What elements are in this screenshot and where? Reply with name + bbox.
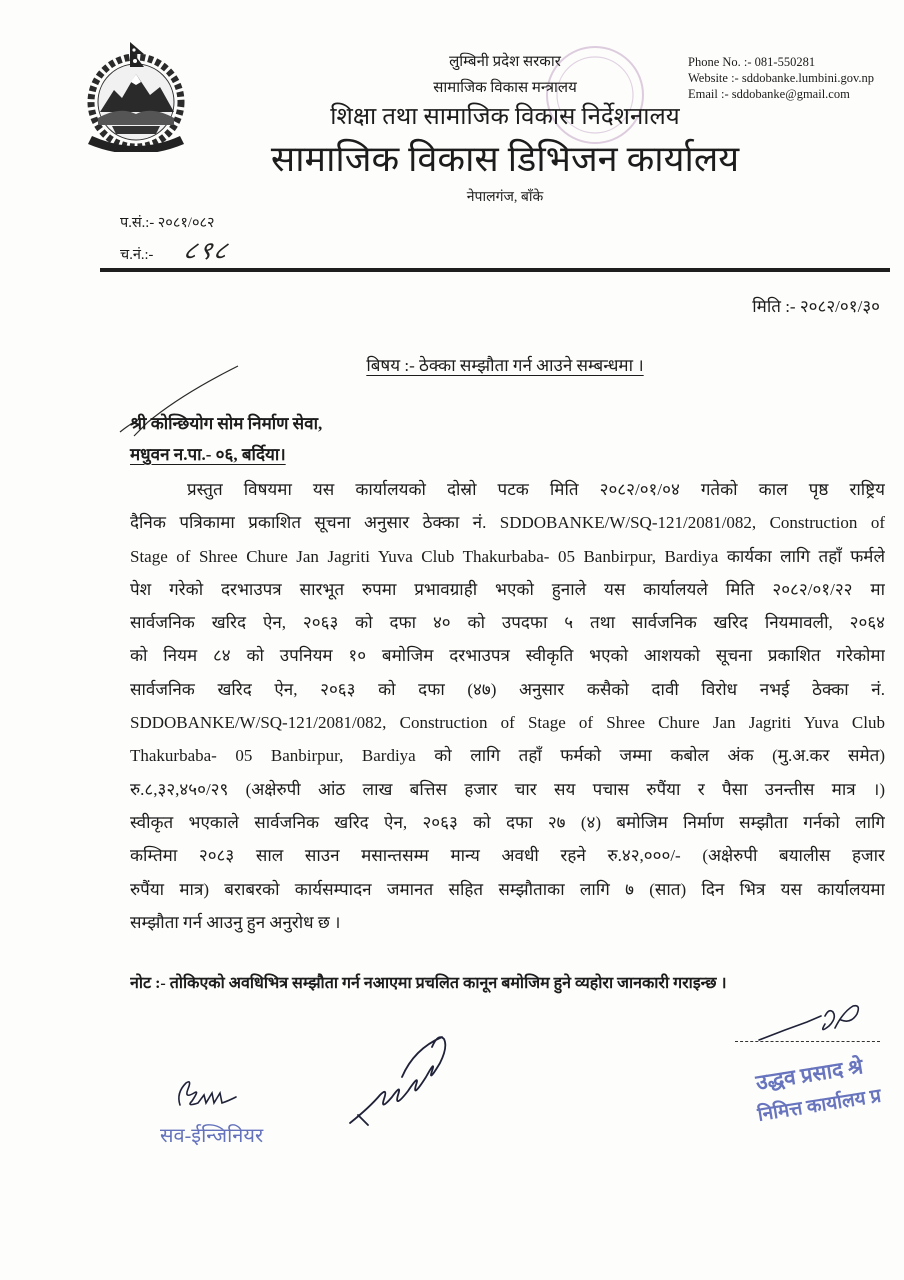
stamp-officer-name: उद्धव प्रसाद श्रे <box>754 1054 865 1095</box>
addressee-name: श्री कोन्छियोग सोम निर्माण सेवा, <box>130 414 323 433</box>
stamp-officer-title: निमित्त कार्यालय प्र <box>756 1085 883 1126</box>
office-chief-signature <box>755 1000 865 1044</box>
body-line: दैनिक पत्रिकामा प्रकाशित सूचना अनुसार ठेक्का नं. SDDOBANKE/W/SQ-121/2081/082, Construction of <box>130 513 885 533</box>
office-location: नेपालगंज, बाँके <box>466 190 544 205</box>
sub-engineer-title: सव-ईन्जिनियर <box>160 1125 264 1147</box>
body-line: SDDOBANKE/W/SQ-121/2081/082, Construction of Stage of Shree Chure Jan Jagriti Yuva Club <box>130 713 885 733</box>
contact-phone: Phone No. :- 081-550281 <box>688 55 816 69</box>
note-text: नोट :- तोकिएको अवधिभित्र सम्झौता गर्न नआएमा प्रचलित कानून बमोजिम हुने व्यहोरा जानकारी गराइन्छ । <box>130 975 727 992</box>
body-line: सार्वजनिक खरिद ऐन, २०६३ को दफा ४० को उपदफा ५ तथा सार्वजनिक खरिद नियमावली, २०६४ <box>130 613 885 633</box>
officer-stamp <box>750 1040 904 1140</box>
subject-line <box>230 354 780 378</box>
directorate-name: शिक्षा तथा सामाजिक विकास निर्देशनालय <box>330 104 680 130</box>
dispatch-number-handwritten: ८९८ <box>181 236 233 265</box>
subject-text: बिषय :- ठेक्का सम्झौता गर्न आउने सम्बन्धमा । <box>366 356 644 375</box>
header-divider <box>100 268 890 272</box>
addressee-address: मधुवन न.पा.- ०६, बर्दिया। <box>130 445 286 464</box>
contact-website: Website :- sddobanke.lumbini.gov.np <box>688 71 875 85</box>
body-line: सार्वजनिक खरिद ऐन, २०६३ को दफा (४७) अनुसार कसैको दावी विरोध नभई ठेक्का नं. <box>130 679 885 699</box>
dispatch-number-label: च.नं.:- <box>120 247 154 263</box>
ministry-name: सामाजिक विकास मन्त्रालय <box>433 80 577 96</box>
body-line: सम्झौता गर्न आउनु हुन अनुरोध छ । <box>130 912 341 932</box>
body-line: को नियम ८४ को उपनियम १० बमोजिम दरभाउपत्र स्वीकृति भएको आशयको सूचना प्रकाशित गरेकोमा <box>130 646 885 666</box>
body-line: प्रस्तुत विषयमा यस कार्यालयको दोस्रो पटक मिति २०८२/०१/०४ गतेको काल पृष्ठ राष्ट्रिय <box>187 480 885 499</box>
letter-date: मिति :- २०८२/०१/३० <box>752 297 880 316</box>
office-name: सामाजिक विकास डिभिजन कार्यालय <box>270 139 740 179</box>
body-line: कम्तिमा २०८३ साल साउन मसान्तसम्म मान्य अवधी रहने रु.४२,०००/- (अक्षेरुपी बयालीस हजार <box>130 846 885 866</box>
nepal-emblem-icon <box>80 40 192 152</box>
letter-number: प.सं.:- २०८१/०८२ <box>120 215 215 231</box>
sub-engineer-signature <box>172 1075 242 1111</box>
body-line: रु.८,३२,४५०/२९ (अक्षेरुपी आंठ लाख बत्तिस हजार चार सय पचास रुपैंया र पैसा उनन्तीस मात्र ।) <box>130 779 885 799</box>
body-line: Stage of Shree Chure Jan Jagriti Yuva Club Thakurbaba- 05 Banbirpur, Bardiya कार्यका लागि तहाँ फर्मले <box>130 546 885 566</box>
approver-signature <box>340 1025 460 1130</box>
contact-email: Email :- sddobanke@gmail.com <box>688 87 850 101</box>
letter-body <box>130 473 885 939</box>
province-name: लुम्बिनी प्रदेश सरकार <box>449 54 561 70</box>
body-line: स्वीकृत भएकाले सार्वजनिक खरिद ऐन, २०६३ को दफा २७ (४) बमोजिम निर्माण सम्झौता गर्नको लागि <box>130 812 885 832</box>
body-line: Thakurbaba- 05 Banbirpur, Bardiya को लागि तहाँ फर्मको जम्मा कबोल अंक (मु.अ.कर समेत) <box>130 746 885 766</box>
body-line: रुपैंया मात्र) बराबरको कार्यसम्पादन जमानत सहित सम्झौताका लागि ७ (सात) दिन भित्र यस कार्यालयमा <box>130 879 885 899</box>
body-line: पेश गरेको दरभाउपत्र सारभूत रुपमा प्रभावग्राही भएको हुनाले यस कार्यालयले मिति २०८२/०१/२२ मा <box>130 579 885 599</box>
